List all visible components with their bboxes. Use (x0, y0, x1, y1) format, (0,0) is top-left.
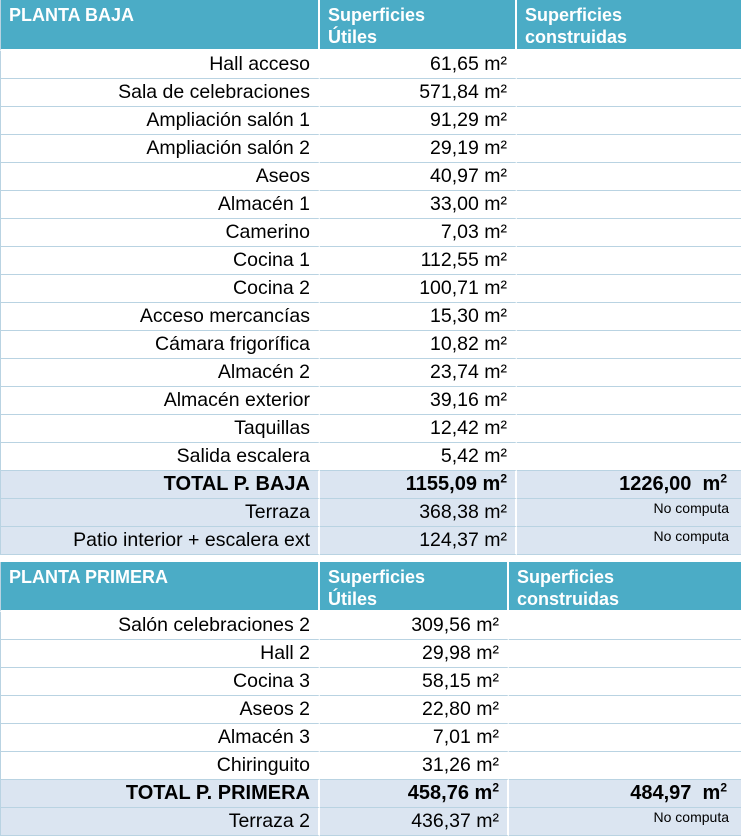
table-row (0, 275, 741, 303)
table-row (0, 612, 741, 640)
built-area (517, 387, 741, 415)
no-computa-note: No computa (517, 499, 741, 527)
built-area (517, 135, 741, 163)
extra-row (0, 499, 741, 527)
total-built-value: 484,97 m (630, 782, 721, 804)
planta-primera-title: PLANTA PRIMERA (0, 562, 320, 612)
room-name: Sala de celebraciones (0, 79, 320, 107)
total-built-value: 1226,00 m (619, 473, 721, 495)
useful-area: 7,01 m² (320, 724, 509, 752)
table-row (0, 724, 741, 752)
planta-primera-table (0, 562, 741, 836)
table-row (0, 415, 741, 443)
superscript: 2 (492, 780, 499, 795)
useful-area: 39,16 m² (320, 387, 517, 415)
built-area (517, 275, 741, 303)
col-superficies-utiles-2: Superficies Útiles (320, 562, 509, 612)
built-area (517, 359, 741, 387)
room-name: Ampliación salón 2 (0, 135, 320, 163)
built-area (517, 247, 741, 275)
built-area (509, 752, 741, 780)
table-row (0, 331, 741, 359)
useful-area: 40,97 m² (320, 163, 517, 191)
table-row (0, 359, 741, 387)
room-name: Hall acceso (0, 51, 320, 79)
useful-area: 10,82 m² (320, 331, 517, 359)
built-area (509, 696, 741, 724)
table-row (0, 247, 741, 275)
room-name: Almacén 3 (0, 724, 320, 752)
total-useful-value: 1155,09 m (405, 473, 501, 495)
superscript: 2 (720, 780, 727, 795)
built-area (517, 415, 741, 443)
total-label: TOTAL P. BAJA (0, 471, 320, 499)
useful-area: 29,98 m² (320, 640, 509, 668)
table-row (0, 135, 741, 163)
room-name: Chiringuito (0, 752, 320, 780)
col-superficies-construidas-2: Superficies construidas (509, 562, 741, 612)
built-area (509, 640, 741, 668)
useful-area: 33,00 m² (320, 191, 517, 219)
table-row (0, 163, 741, 191)
built-area (517, 191, 741, 219)
built-area (509, 612, 741, 640)
room-name: Cámara frigorífica (0, 331, 320, 359)
room-name: Patio interior + escalera ext (0, 527, 320, 555)
room-name: Almacén 1 (0, 191, 320, 219)
built-area (517, 51, 741, 79)
useful-area: 23,74 m² (320, 359, 517, 387)
extra-row (0, 808, 741, 836)
col-superficies-construidas: Superficies construidas (517, 0, 741, 51)
room-name: Cocina 2 (0, 275, 320, 303)
useful-area: 15,30 m² (320, 303, 517, 331)
room-name: Almacén exterior (0, 387, 320, 415)
room-name: Salida escalera (0, 443, 320, 471)
extra-row (0, 527, 741, 555)
table-row (0, 696, 741, 724)
table-row (0, 303, 741, 331)
planta-baja-title: PLANTA BAJA (0, 0, 320, 51)
total-row (0, 471, 741, 499)
useful-area: 12,42 m² (320, 415, 517, 443)
room-name: Aseos (0, 163, 320, 191)
built-area (509, 668, 741, 696)
room-name: Cocina 3 (0, 668, 320, 696)
built-area (509, 724, 741, 752)
table-row (0, 752, 741, 780)
table-row (0, 51, 741, 79)
no-computa-note: No computa (517, 527, 741, 555)
built-area (517, 331, 741, 359)
table-row (0, 107, 741, 135)
room-name: Salón celebraciones 2 (0, 612, 320, 640)
room-name: Ampliación salón 1 (0, 107, 320, 135)
useful-area: 7,03 m² (320, 219, 517, 247)
total-useful-value: 458,76 m (407, 782, 493, 804)
room-name: Aseos 2 (0, 696, 320, 724)
room-name: Terraza 2 (0, 808, 320, 836)
useful-area: 100,71 m² (320, 275, 517, 303)
useful-area: 29,19 m² (320, 135, 517, 163)
total-built-area (509, 780, 741, 808)
room-name: Cocina 1 (0, 247, 320, 275)
planta-baja-header (0, 0, 741, 51)
total-useful-area (320, 780, 509, 808)
useful-area: 58,15 m² (320, 668, 509, 696)
superscript: 2 (720, 471, 727, 486)
built-area (517, 219, 741, 247)
superscript: 2 (500, 471, 507, 486)
total-label: TOTAL P. PRIMERA (0, 780, 320, 808)
useful-area: 91,29 m² (320, 107, 517, 135)
useful-area: 5,42 m² (320, 443, 517, 471)
table-row (0, 191, 741, 219)
room-name: Terraza (0, 499, 320, 527)
table-row (0, 668, 741, 696)
useful-area: 112,55 m² (320, 247, 517, 275)
useful-area: 22,80 m² (320, 696, 509, 724)
room-name: Almacén 2 (0, 359, 320, 387)
room-name: Acceso mercancías (0, 303, 320, 331)
table-row (0, 443, 741, 471)
table-row (0, 387, 741, 415)
useful-area: 124,37 m² (320, 527, 517, 555)
room-name: Hall 2 (0, 640, 320, 668)
built-area (517, 79, 741, 107)
useful-area: 61,65 m² (320, 51, 517, 79)
useful-area: 309,56 m² (320, 612, 509, 640)
built-area (517, 163, 741, 191)
total-row (0, 780, 741, 808)
table-row (0, 219, 741, 247)
room-name: Taquillas (0, 415, 320, 443)
table-row (0, 79, 741, 107)
total-built-area (517, 471, 741, 499)
built-area (517, 107, 741, 135)
no-computa-note: No computa (509, 808, 741, 836)
table-row (0, 640, 741, 668)
col-superficies-utiles: Superficies Útiles (320, 0, 517, 51)
useful-area: 31,26 m² (320, 752, 509, 780)
useful-area: 436,37 m² (320, 808, 509, 836)
built-area (517, 303, 741, 331)
built-area (517, 443, 741, 471)
total-useful-area (320, 471, 517, 499)
useful-area: 368,38 m² (320, 499, 517, 527)
room-name: Camerino (0, 219, 320, 247)
planta-primera-header (0, 562, 741, 612)
useful-area: 571,84 m² (320, 79, 517, 107)
